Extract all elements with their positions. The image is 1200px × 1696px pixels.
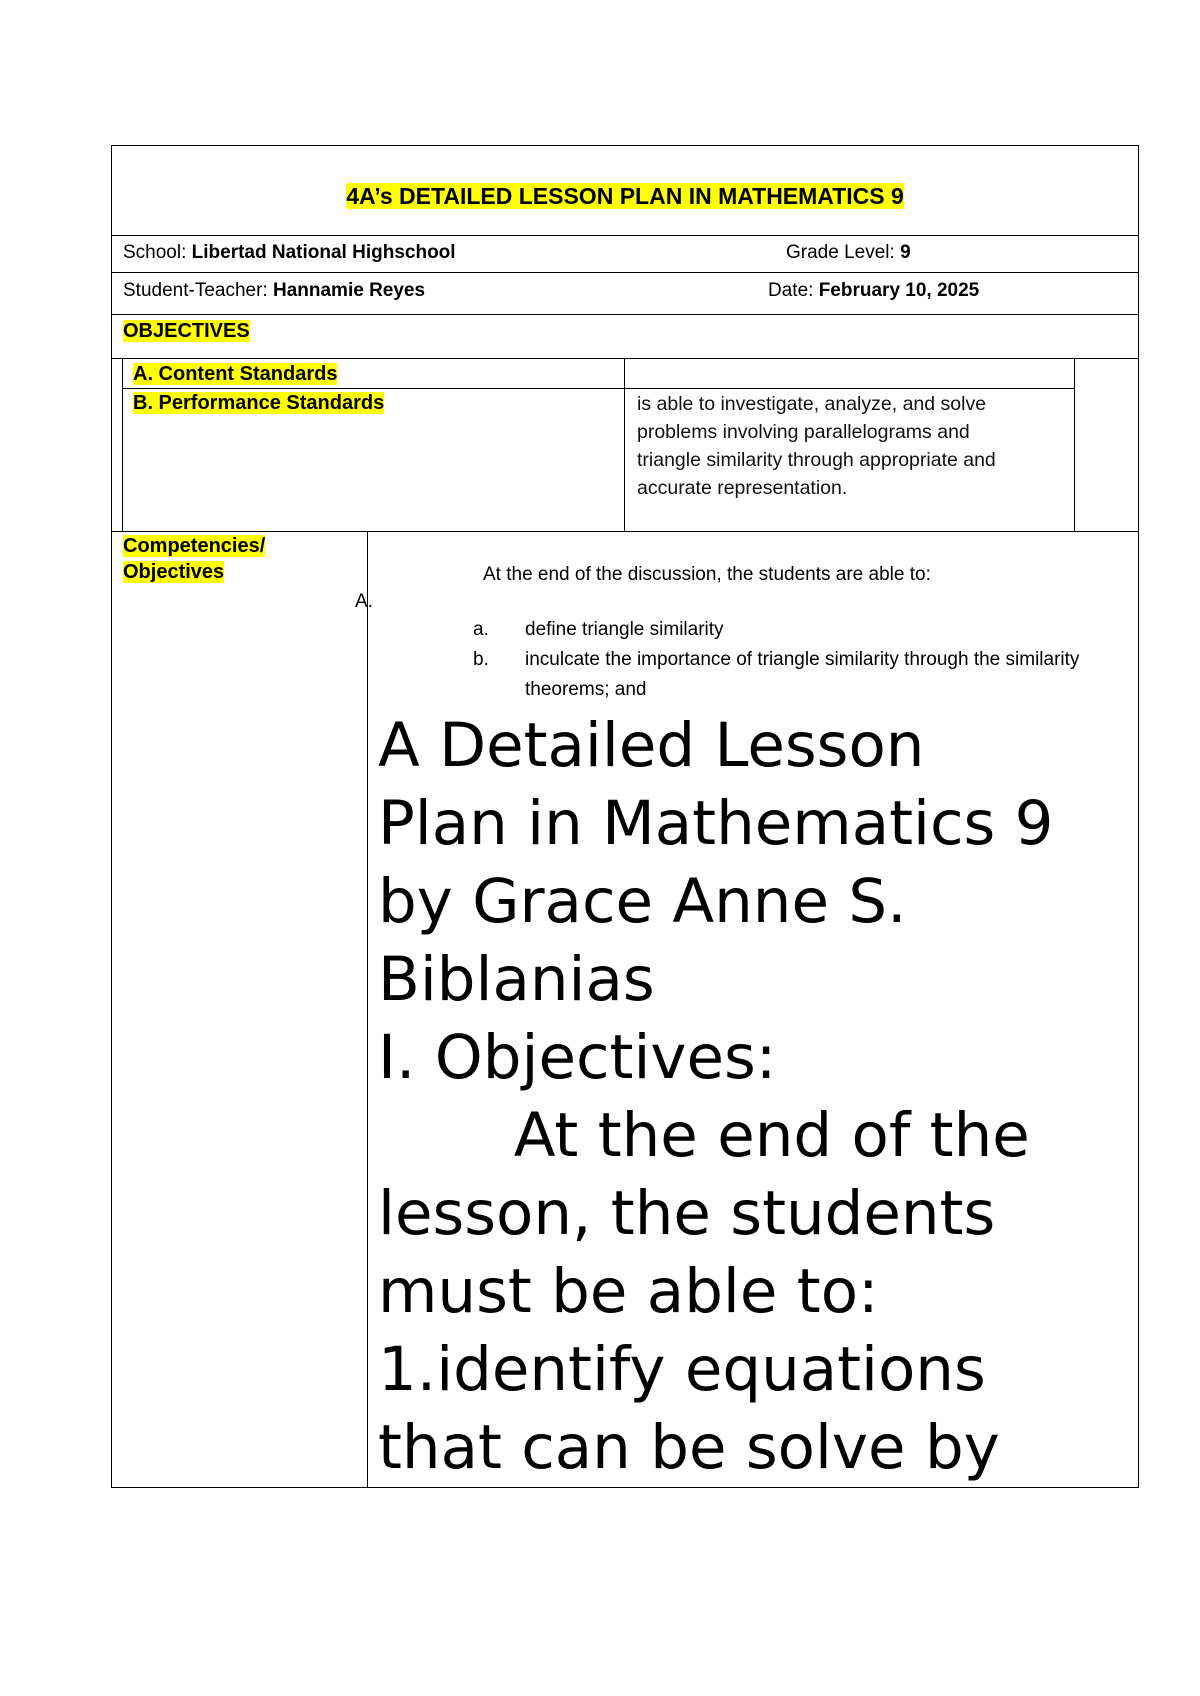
content-standards-label: A. Content Standards bbox=[133, 363, 338, 385]
overlay-line: that can be solve by bbox=[378, 1412, 1000, 1483]
inner-rule-content bbox=[122, 388, 1075, 389]
inner-border-left bbox=[122, 358, 123, 531]
teacher-value: Hannamie Reyes bbox=[272, 280, 426, 301]
date-label: Date: bbox=[768, 280, 814, 301]
table-rule-school bbox=[111, 272, 1139, 273]
objectives-heading: OBJECTIVES bbox=[123, 320, 250, 342]
table-rule-title bbox=[111, 235, 1139, 236]
table-border-left bbox=[111, 145, 112, 1488]
overlay-line: Biblanias bbox=[378, 944, 655, 1015]
list-item-marker: a. bbox=[473, 619, 489, 640]
stray-list-marker: A. bbox=[355, 591, 373, 612]
overlay-text-block bbox=[378, 707, 1138, 1487]
competencies-label: Competencies/ Objectives bbox=[123, 535, 266, 583]
performance-standards-label: B. Performance Standards bbox=[133, 392, 385, 414]
overlay-line: A Detailed Lesson bbox=[378, 710, 925, 781]
overlay-line: At the end of the bbox=[378, 1100, 1030, 1171]
table-border-right bbox=[1138, 145, 1139, 1488]
overlay-line: by Grace Anne S. bbox=[378, 866, 907, 937]
inner-border-right bbox=[1074, 358, 1075, 531]
grade-field bbox=[786, 241, 911, 265]
list-item-text: define triangle similarity bbox=[525, 619, 724, 640]
table-border-bottom bbox=[111, 1487, 1139, 1488]
overlay-line: I. Objectives: bbox=[378, 1022, 777, 1093]
teacher-label: Student-Teacher: bbox=[123, 280, 268, 301]
overlay-line: must be able to: bbox=[378, 1256, 879, 1327]
inner-divider bbox=[624, 358, 625, 531]
school-field bbox=[123, 241, 456, 265]
competencies-intro: At the end of the discussion, the students are able to: bbox=[483, 564, 931, 585]
grade-label: Grade Level: bbox=[786, 242, 895, 263]
school-value: Libertad National Highschool bbox=[191, 242, 456, 263]
overlay-line: Plan in Mathematics 9 bbox=[378, 788, 1054, 859]
overlay-line: lesson, the students bbox=[378, 1178, 996, 1249]
grade-value: 9 bbox=[900, 242, 911, 263]
date-field bbox=[768, 279, 979, 303]
competencies-divider bbox=[367, 531, 368, 1488]
table-border-top bbox=[111, 145, 1139, 146]
table-rule-competencies bbox=[111, 531, 1139, 532]
table-rule-teacher bbox=[111, 314, 1139, 315]
overlay-line: 1.identify equations bbox=[378, 1334, 986, 1405]
school-label: School: bbox=[123, 242, 187, 263]
performance-standards-text: is able to investigate, analyze, and solve problems involving parallelograms and triangle similarity through appropriate and accurate representation. bbox=[637, 393, 996, 499]
date-value: February 10, 2025 bbox=[818, 280, 980, 301]
table-rule-objectives bbox=[111, 358, 1139, 359]
list-item-text: inculcate the importance of triangle similarity through the similarity theorems; and bbox=[525, 649, 1080, 700]
teacher-field bbox=[123, 279, 425, 303]
list-item-marker: b. bbox=[473, 649, 489, 670]
objective-list bbox=[473, 615, 1123, 705]
lesson-plan-title: 4A’s DETAILED LESSON PLAN IN MATHEMATICS 9 bbox=[346, 183, 904, 209]
list-item bbox=[473, 615, 1123, 645]
list-item bbox=[473, 645, 1123, 705]
